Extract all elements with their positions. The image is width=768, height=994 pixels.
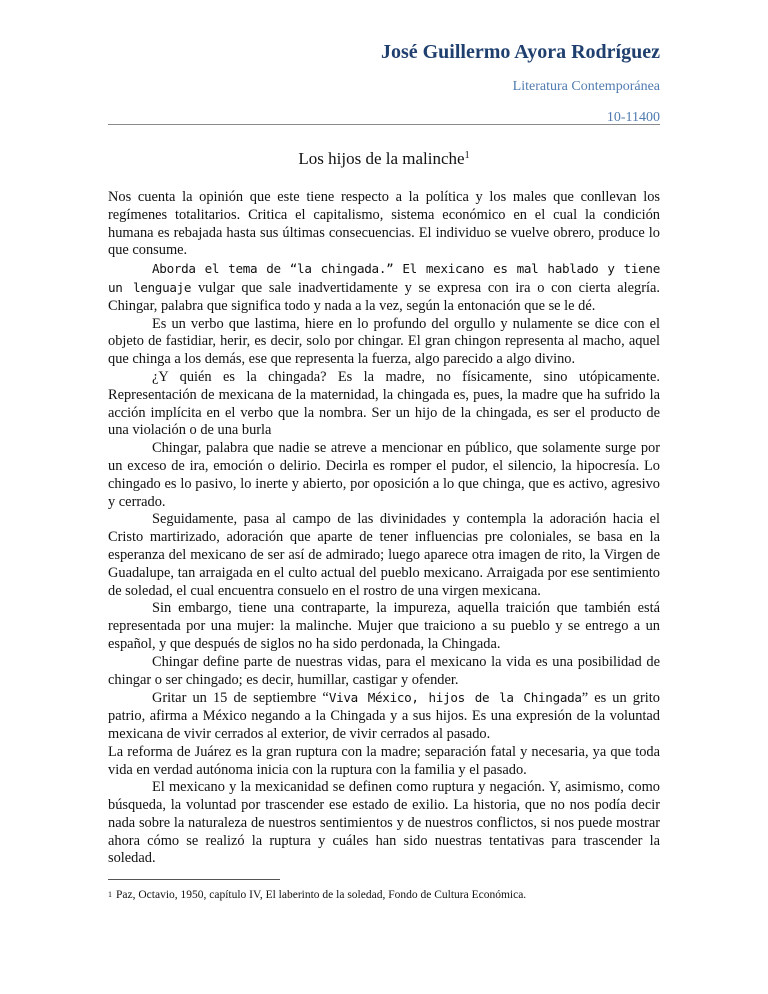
paragraph-9-text-b: ” es un grito patrio, afirma a México negando a la Chingada y a sus hijos. Es una expresión de la voluntad mexicana de vivir cerrados al exterior, de vivir cerrados al pasado. — [108, 690, 660, 742]
paragraph-7: Sin embargo, tiene una contraparte, la impureza, aquella traición que también está representada por una mujer: la malinche. Mujer que traiciono a su pueblo y se entrego a un español, y que después de siglos no ha sido perdonada, la Chingada. — [108, 600, 660, 652]
page-header — [381, 38, 660, 127]
paragraph-2-typewriter-text: Aborda el tema de “la chingada.” El mexicano es mal hablado y tiene un lenguaje — [108, 261, 660, 295]
student-id: 10-11400 — [606, 110, 660, 125]
footnote-mark: 1 — [108, 890, 112, 899]
footnote-text: Paz, Octavio, 1950, capítulo IV, El laberinto de la soledad, Fondo de Cultura Económica. — [116, 889, 527, 901]
paragraph-9-quote: Viva México, hijos de la Chingada — [328, 690, 582, 706]
footnote-divider — [108, 879, 280, 880]
paragraph-8: Chingar define parte de nuestras vidas, para el mexicano la vida es una posibilidad de chingar o ser chingado; es decir, humillar, castigar y ofender. — [108, 653, 660, 688]
paragraph-1: Nos cuenta la opinión que este tiene respecto a la política y los males que conllevan los regímenes totalitarios. Critica el capitalismo, sistema económico en el cual la condición humana es rebajada hasta sus últimas consecuencias. El individuo se vuelve obrero, produce lo que consume. — [108, 189, 660, 259]
paragraph-3: Es un verbo que lastima, hiere en lo profundo del orgullo y nulamente se dice con el objeto de fastidiar, herir, es decir, solo por chingar. El gran chingon representa al macho, aquel que chinga a los demás, ese que representa la fuerza, algo parecido a algo divino. — [108, 315, 660, 368]
paragraph-5: Chingar, palabra que nadie se atreve a mencionar en público, que solamente surge por un exceso de ira, emoción o delirio. Decirla es romper el pudor, el silencio, la hipocresía. Lo chingado es lo pasivo, lo inerte y abierto, por oposición a lo que chinga, que es activo, agresivo y cerrado. — [108, 440, 660, 510]
paragraph-2-text: vulgar que sale inadvertidamente y se expresa con ira o con cierta alegría. Chingar, palabra que significa todo y nada a la vez, según la entonación que se le dé. — [108, 279, 660, 314]
title-text: Los hijos de la malinche — [298, 149, 465, 168]
footnote — [108, 888, 668, 902]
paragraph-9 — [108, 689, 660, 743]
paragraph-4: ¿Y quién es la chingada? Es la madre, no físicamente, sino utópicamente. Representación de mexicana de la maternidad, la chingada es, pues, la madre que ha sufrido la acción implícita en el verbo que la nombra. Ser un hijo de la chingada, es ser el producto de una violación o de una burla — [108, 368, 660, 439]
header-divider — [108, 124, 660, 125]
paragraph-10: La reforma de Juárez es la gran ruptura con la madre; separación fatal y necesaria, ya que toda vida en verdad autónoma inicia con la ruptura con la familia y el pasado. — [108, 743, 660, 778]
paragraph-2 — [108, 260, 660, 315]
course-name: Literatura Contemporánea — [512, 79, 660, 94]
paragraph-11: El mexicano y la mexicanidad se definen como ruptura y negación. Y, asimismo, como búsqueda, la voluntad por trascender ese estado de exilio. La historia, que no nos podía decir nada sobre la naturaleza de nuestros sentimientos y de nuestros conflictos, si nos puede mostrar ahora cómo se realizó la ruptura y cuáles han sido nuestras tentativas para trascender la soledad. — [108, 779, 660, 867]
paragraph-6: Seguidamente, pasa al campo de las divinidades y contempla la adoración hacia el Cristo martirizado, adoración que aparte de tener influencias pre coloniales, se basa en la esperanza del mexicano de ser así de admirado; luego aparece otra imagen de rito, la Virgen de Guadalupe, tan arraigada en el culto actual del pueblo mexicano. Arraigada por ese sentimiento de soledad, el cual encuentra consuelo en el rostro de una virgen mexicana. — [108, 511, 660, 599]
paragraph-9-text-a: Gritar un 15 de septiembre “ — [152, 690, 329, 707]
author-name: José Guillermo Ayora Rodríguez — [380, 41, 660, 63]
document-title — [108, 148, 660, 170]
document-body — [108, 189, 660, 868]
title-footnote-mark: 1 — [464, 150, 470, 161]
